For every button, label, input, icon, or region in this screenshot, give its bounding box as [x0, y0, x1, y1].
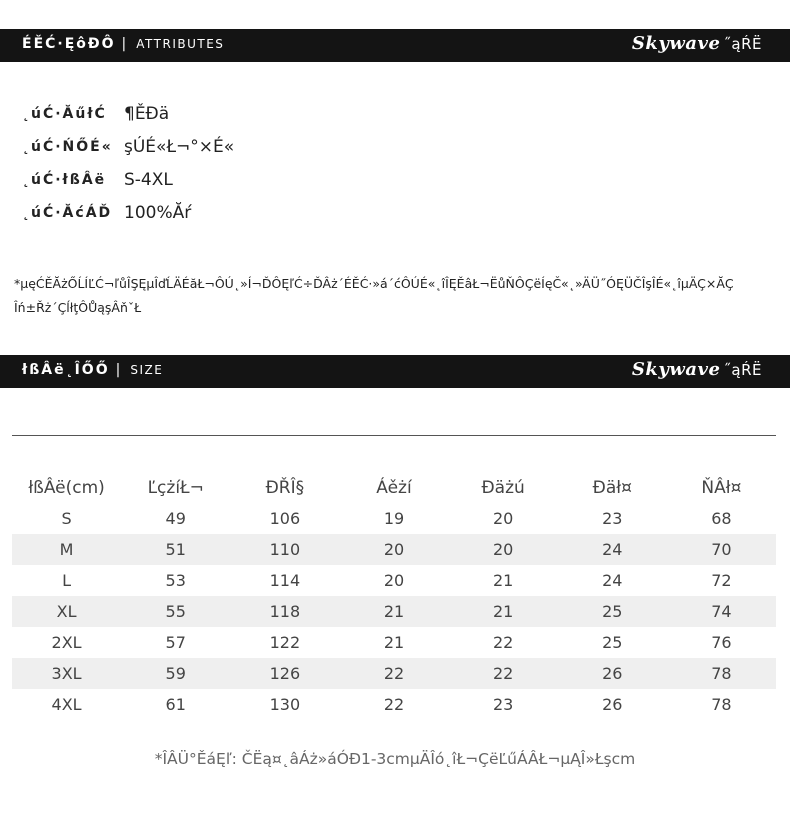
attribute-value: 100%Ăŕ — [124, 202, 192, 223]
table-row — [12, 534, 776, 565]
table-cell: 74 — [667, 596, 776, 627]
table-cell: 118 — [230, 596, 339, 627]
attributes-separator: | — [121, 36, 129, 52]
table-cell: S — [61, 509, 72, 528]
table-cell: 68 — [711, 509, 732, 528]
table-cell: 110 — [230, 534, 339, 565]
table-cell: 51 — [121, 534, 230, 565]
table-cell: 126 — [230, 658, 339, 689]
brand-name-zh: ˝ąŔË — [723, 35, 762, 53]
size-subtitle: SIZE — [130, 363, 164, 377]
table-cell: 22 — [492, 633, 514, 652]
table-cell: 4XL — [51, 695, 82, 714]
table-cell: 72 — [711, 571, 732, 590]
column-header: ŇÂł¤ — [701, 477, 742, 498]
table-cell: 22 — [339, 658, 448, 689]
table-cell: 106 — [269, 509, 301, 528]
column-header: Đäł¤ — [592, 477, 632, 498]
color-disclaimer: *µęĆĚĂżŐĹÍĽĆ¬ľůÎŞĘµÎďĹÄÉăŁ¬ÔÚ˛»Í¬ĎÔĘľĆ÷ĎÂż´ÉĚĆ·»á´ćÔÚÉ«˛îÎĘĚâŁ¬ËůŇÔÇëÍęČ«˛»ÄÜ˝ÓĘÜČÎşÎÉ«˛îµÄÇ×ĂÇ Îń±Řż´ÇĺłţÔŮąşÂňˇŁ — [14, 276, 734, 315]
brand-name-zh: ˝ąŔË — [723, 361, 762, 379]
table-cell: 21 — [339, 596, 448, 627]
table-cell: XL — [12, 596, 121, 627]
column-header: ĐŘÎ§ — [265, 477, 305, 498]
divider — [12, 435, 776, 436]
table-cell: 25 — [602, 633, 623, 652]
table-cell: 23 — [602, 509, 623, 528]
table-cell: 78 — [667, 658, 776, 689]
attribute-value: şÚÉ«Ł¬°×É« — [124, 136, 235, 157]
table-cell: 20 — [383, 571, 405, 590]
size-header-bar — [0, 355, 790, 388]
attribute-row — [22, 130, 234, 163]
table-row — [12, 503, 776, 534]
table-cell: 21 — [383, 633, 405, 652]
attribute-key: ˛úĆ·ĂćÁĎ — [22, 204, 113, 221]
table-cell: 122 — [269, 633, 301, 652]
attributes-title: ÉĚĆ·ĘôĐÔ — [22, 36, 116, 52]
table-cell: 20 — [449, 534, 558, 565]
table-cell: 130 — [269, 695, 301, 714]
table-cell: 49 — [165, 509, 186, 528]
table-cell: 55 — [121, 596, 230, 627]
table-cell: 53 — [165, 571, 186, 590]
attributes-header-bar — [0, 29, 790, 62]
table-cell: 24 — [602, 571, 623, 590]
attribute-row — [22, 97, 234, 130]
table-row — [12, 565, 776, 596]
attribute-value: ¶ĚĐä — [124, 103, 170, 124]
table-cell: 57 — [165, 633, 186, 652]
table-cell: 61 — [165, 695, 186, 714]
size-table-header — [12, 472, 776, 503]
attributes-subtitle: ATTRIBUTES — [136, 37, 225, 51]
table-cell: 20 — [492, 509, 514, 528]
size-title: łßÂë˛ÎŐŐ — [22, 362, 110, 378]
table-row — [12, 658, 776, 689]
table-cell: 23 — [492, 695, 514, 714]
attribute-row — [22, 163, 234, 196]
table-cell: M — [12, 534, 121, 565]
brand-logo — [632, 359, 762, 380]
table-cell: 59 — [121, 658, 230, 689]
table-cell: L — [62, 571, 72, 590]
column-header: ĽçżíŁ¬ — [147, 477, 204, 498]
column-header: Áěżí — [376, 477, 412, 498]
table-cell: 25 — [558, 596, 667, 627]
size-table — [12, 472, 776, 720]
table-cell: 21 — [449, 596, 558, 627]
table-cell: 26 — [558, 658, 667, 689]
brand-name-en: Skywave — [631, 33, 721, 54]
table-cell: 20 — [339, 534, 448, 565]
brand-logo — [632, 33, 762, 54]
table-cell: 22 — [449, 658, 558, 689]
attribute-value: S-4XL — [124, 169, 173, 190]
size-separator: | — [115, 362, 123, 378]
attribute-key: ˛úĆ·ĂűłĆ — [22, 105, 107, 122]
table-row — [12, 596, 776, 627]
attribute-list — [22, 97, 234, 229]
table-cell: 70 — [667, 534, 776, 565]
attribute-key: ˛úĆ·ŃŐÉ« — [22, 138, 113, 155]
column-header: łßÂë(cm) — [28, 477, 105, 498]
table-cell: 21 — [492, 571, 514, 590]
table-cell: 78 — [711, 695, 732, 714]
attribute-key: ˛úĆ·łßÂë — [22, 171, 107, 188]
measurement-note: *ÎÂÜ°ĚáĘľ: ČËą¤˛âÁż»áÓĐ1-3cmµÄÎó˛îŁ¬ÇëĽűÁÂŁ¬µĄÎ»Łşcm — [154, 750, 636, 768]
attributes-heading — [22, 36, 224, 52]
table-cell: 114 — [269, 571, 301, 590]
table-cell: 3XL — [12, 658, 121, 689]
table-row — [12, 627, 776, 658]
brand-name-en: Skywave — [631, 359, 721, 380]
attribute-row — [22, 196, 234, 229]
table-cell: 2XL — [51, 633, 82, 652]
table-cell: 26 — [602, 695, 623, 714]
size-heading — [22, 362, 163, 378]
table-row — [12, 689, 776, 720]
table-cell: 22 — [383, 695, 405, 714]
table-cell: 24 — [558, 534, 667, 565]
table-cell: 19 — [383, 509, 405, 528]
table-cell: 76 — [711, 633, 732, 652]
column-header: Đäżú — [481, 477, 525, 498]
